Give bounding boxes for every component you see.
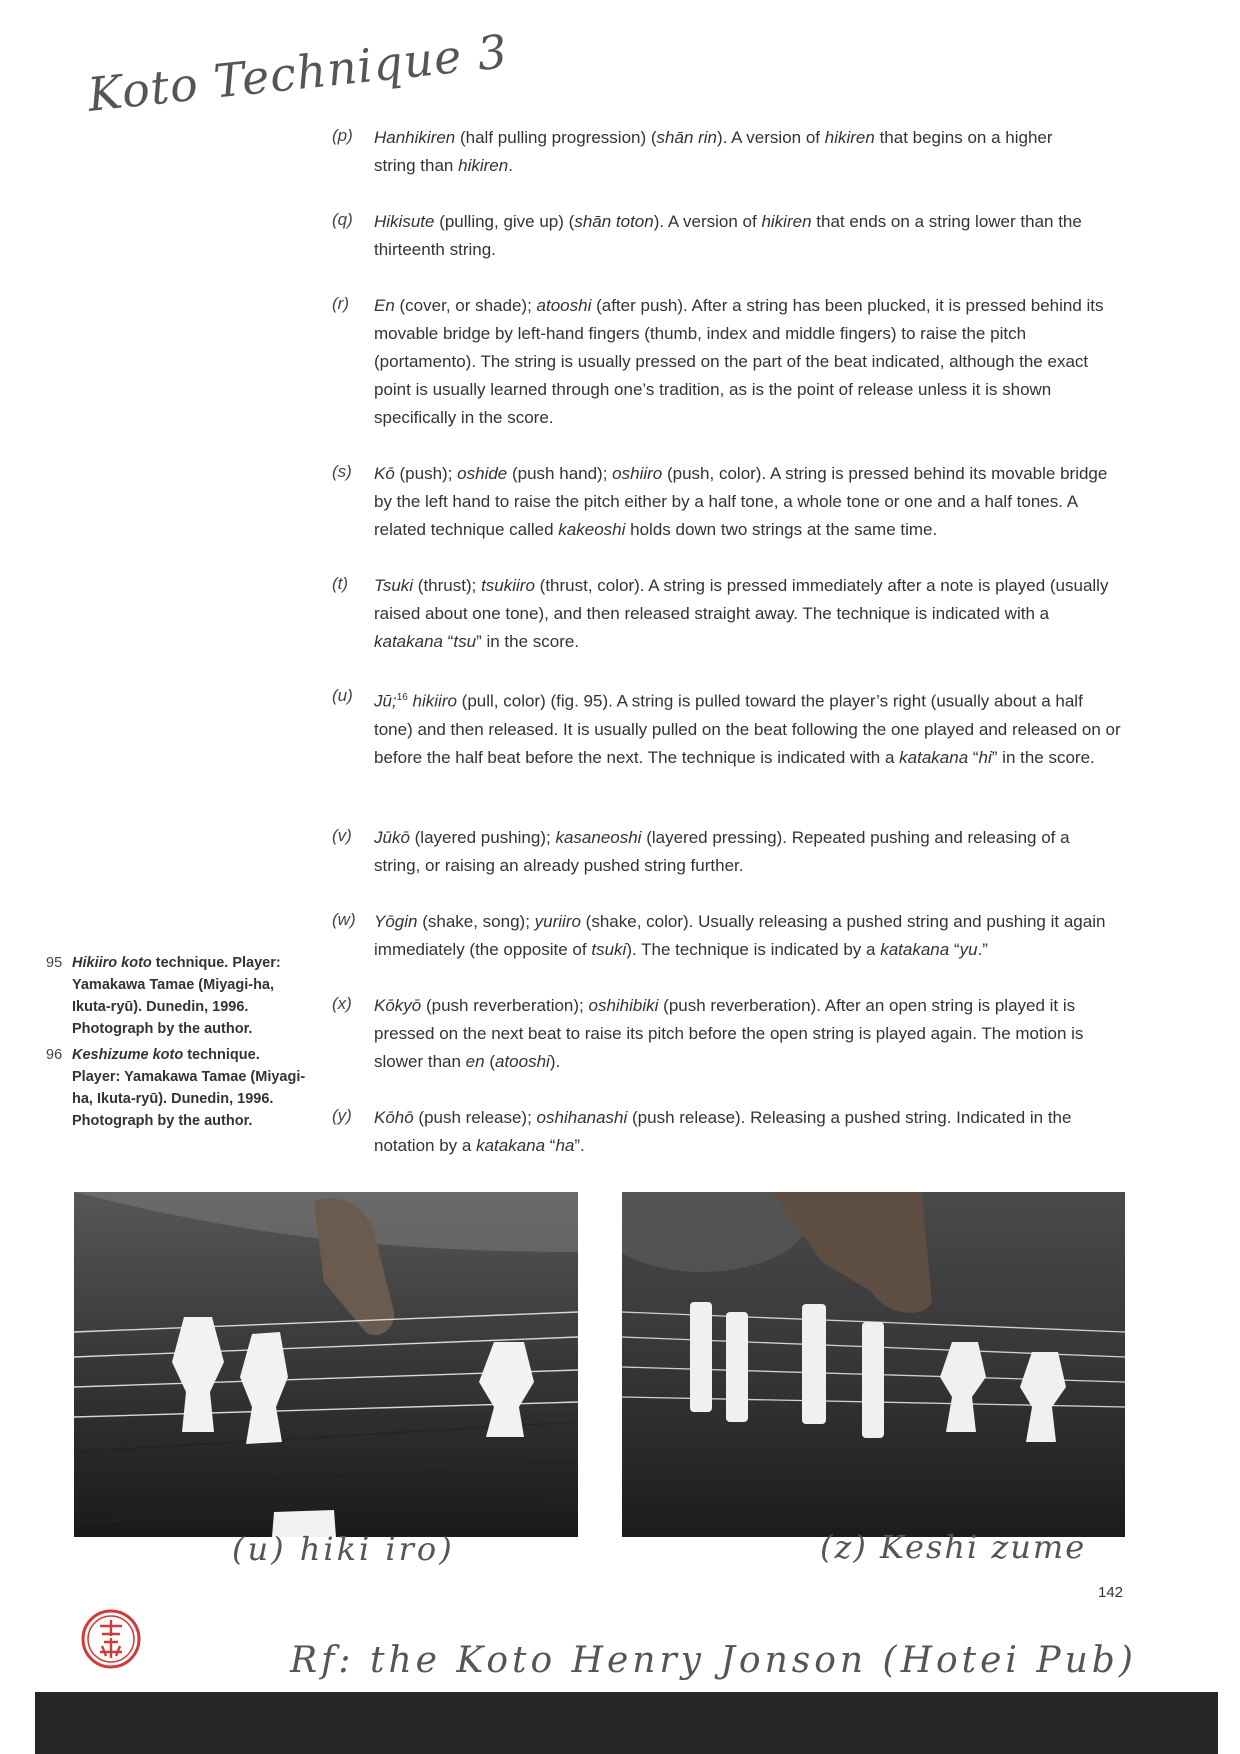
entry-text <box>374 824 1114 880</box>
italic-term: Hikiiro koto <box>72 955 152 971</box>
italic-term: hikiren <box>761 212 812 231</box>
text-run: (shake, color). Usually releasing a pushed string and pushing it again immediately (the opposite of <box>374 912 1106 959</box>
text-run: ( <box>484 1052 495 1071</box>
italic-term: Yōgin <box>374 912 418 931</box>
italic-term: ha <box>555 1136 575 1155</box>
text-run: ” in the score. <box>476 632 580 651</box>
figure-caption-96 <box>46 1044 306 1132</box>
text-run: “ <box>968 747 979 767</box>
entry-letter: (x) <box>332 994 352 1013</box>
text-run: (push release); <box>413 1108 537 1127</box>
text-run: (push reverberation). After an open string is played it is pressed on the next beat to raise its pitch before the open string is played again. The motion is slower than <box>374 996 1084 1071</box>
italic-term: En <box>374 296 395 315</box>
text-run: ). A version of <box>653 212 762 231</box>
text-run: (push, color). A string is pressed behind its movable bridge by the left hand to raise the pitch either by a half tone, a whole tone or one and a half tones. A related technique called <box>374 464 1108 539</box>
caption-text <box>46 952 306 1040</box>
entry-text <box>374 124 1084 180</box>
handwritten-title: Koto Technique 3 <box>85 24 511 122</box>
italic-term: Jū; <box>374 691 397 711</box>
entry-text <box>374 292 1114 432</box>
italic-term: hikiren <box>824 128 875 147</box>
italic-term: yuriiro <box>534 912 581 931</box>
text-run: .” <box>977 940 988 959</box>
photo-96-drawing <box>622 1192 1125 1537</box>
italic-term: shān rin <box>656 128 718 147</box>
italic-term: oshiiro <box>612 464 663 483</box>
text-run: that ends on a string lower than the thirteenth string. <box>374 212 1082 259</box>
text-run: (push hand); <box>507 464 613 483</box>
text-run: (push reverberation); <box>421 996 589 1015</box>
italic-term: oshihibiki <box>588 996 659 1015</box>
text-run: ” in the score. <box>991 747 1095 767</box>
italic-term: katakana <box>880 940 950 959</box>
entry-text <box>374 460 1124 544</box>
caption-text <box>46 1044 306 1132</box>
italic-term: kakeoshi <box>558 520 626 539</box>
text-run: (shake, song); <box>417 912 535 931</box>
text-run: (after push). After a string has been plucked, it is pressed behind its movable bridge by left-hand fingers (thumb, index and middle fingers) to raise the pitch (portamento). The string is usually pressed on the part of the beat indicated, although the exact point is usually learned through one’s tradition, as is the point of release unless it is shown specifically in the score. <box>374 296 1104 427</box>
entry-text <box>374 992 1119 1076</box>
entry-letter: (t) <box>332 574 349 593</box>
italic-term: hi <box>978 747 992 767</box>
text-run: “ <box>443 632 454 651</box>
text-run: (layered pushing); <box>409 828 556 847</box>
entry-letter: (y) <box>332 1106 352 1125</box>
entry-text <box>374 908 1134 964</box>
text-run: (pull, color) (fig. 95). A string is pulled toward the player’s right (usually about a half tone) and then released. It is usually pulled on the beat following the one played and released on or before the half beat before the next. The technique is indicated with a <box>374 691 1121 767</box>
italic-term: Tsuki <box>374 576 414 595</box>
handwritten-reference: Rf: the Koto Henry Jonson (Hotei Pub) <box>290 1640 1137 1681</box>
text-run: (thrust, color). A string is pressed immediately after a note is played (usually raised about one tone), and then released straight away. The technique is indicated with a <box>374 576 1109 623</box>
entry-text <box>374 684 1124 772</box>
italic-term: Hanhikiren <box>374 128 456 147</box>
entry-letter: (u) <box>332 686 353 705</box>
italic-term: oshide <box>457 464 508 483</box>
caption-number: 95 <box>46 955 63 971</box>
scan-bottom-band <box>35 1692 1218 1754</box>
entry-letter: (w) <box>332 910 356 929</box>
entry-letter: (p) <box>332 126 353 145</box>
text-run: (pulling, give up) ( <box>434 212 575 231</box>
caption-number: 96 <box>46 1047 63 1063</box>
text-run: “ <box>545 1136 556 1155</box>
red-seal-stamp <box>80 1608 142 1670</box>
photo-95-drawing <box>74 1192 578 1537</box>
italic-term: Jūkō <box>374 828 410 847</box>
entry-text <box>374 572 1114 656</box>
text-run: (push); <box>394 464 458 483</box>
text-run: ”. <box>574 1136 585 1155</box>
text-run: holds down two strings at the same time. <box>625 520 938 539</box>
italic-term: tsu <box>453 632 477 651</box>
footnote-marker: 16 <box>396 692 408 703</box>
page-number: 142 <box>1098 1584 1124 1601</box>
text-run: technique. Player: Yamakawa Tamae (Miyagi-ha, Ikuta-ryū). Dunedin, 1996. Photograph by the author. <box>72 1047 306 1129</box>
italic-term: en <box>465 1052 485 1071</box>
entry-letter: (r) <box>332 294 349 313</box>
italic-term: tsukiiro <box>481 576 535 595</box>
text-run: “ <box>949 940 960 959</box>
text-run: (cover, or shade); <box>394 296 537 315</box>
italic-term: hikiiro <box>412 691 457 711</box>
photo-keshizume-technique <box>622 1192 1125 1537</box>
italic-term: kasaneoshi <box>555 828 642 847</box>
entry-letter: (s) <box>332 462 352 481</box>
italic-term: katakana <box>374 632 443 651</box>
text-run: (push release). Releasing a pushed string. Indicated in the notation by a <box>374 1108 1072 1155</box>
italic-term: Hikisute <box>374 212 435 231</box>
text-run: . <box>508 156 513 175</box>
text-run: (half pulling progression) ( <box>455 128 657 147</box>
text-run: technique. Player: Yamakawa Tamae (Miyagi-ha, Ikuta-ryū). Dunedin, 1996. Photograph by the author. <box>72 955 281 1037</box>
italic-term: atooshi <box>494 1052 550 1071</box>
handwritten-caption-left: (u) hiki iro) <box>232 1530 455 1568</box>
entry-letter: (v) <box>332 826 352 845</box>
italic-term: oshihanashi <box>536 1108 628 1127</box>
figure-caption-95 <box>46 952 306 1040</box>
italic-term: atooshi <box>536 296 592 315</box>
handwritten-caption-right: (z) Keshi zume <box>820 1528 1087 1566</box>
photo-hikiiro-technique <box>74 1192 578 1537</box>
entry-letter: (q) <box>332 210 353 229</box>
italic-term: tsuki <box>591 940 627 959</box>
text-run: (thrust); <box>413 576 482 595</box>
italic-term: Keshizume koto <box>72 1047 184 1063</box>
italic-term: hikiren <box>458 156 509 175</box>
text-run: ). The technique is indicated by a <box>626 940 881 959</box>
text-run: ). <box>549 1052 561 1071</box>
entry-text <box>374 1104 1114 1160</box>
text-run: (layered pressing). Repeated pushing and releasing of a string, or raising an already pushed string further. <box>374 828 1070 875</box>
italic-term: shān toton <box>574 212 654 231</box>
italic-term: katakana <box>899 747 969 767</box>
entry-text <box>374 208 1104 264</box>
italic-term: Kōhō <box>374 1108 414 1127</box>
italic-term: yu <box>959 940 978 959</box>
text-run: that begins on a higher string than <box>374 128 1053 175</box>
italic-term: Kōkyō <box>374 996 422 1015</box>
italic-term: Kō <box>374 464 395 483</box>
text-run: ). A version of <box>717 128 825 147</box>
italic-term: katakana <box>476 1136 546 1155</box>
